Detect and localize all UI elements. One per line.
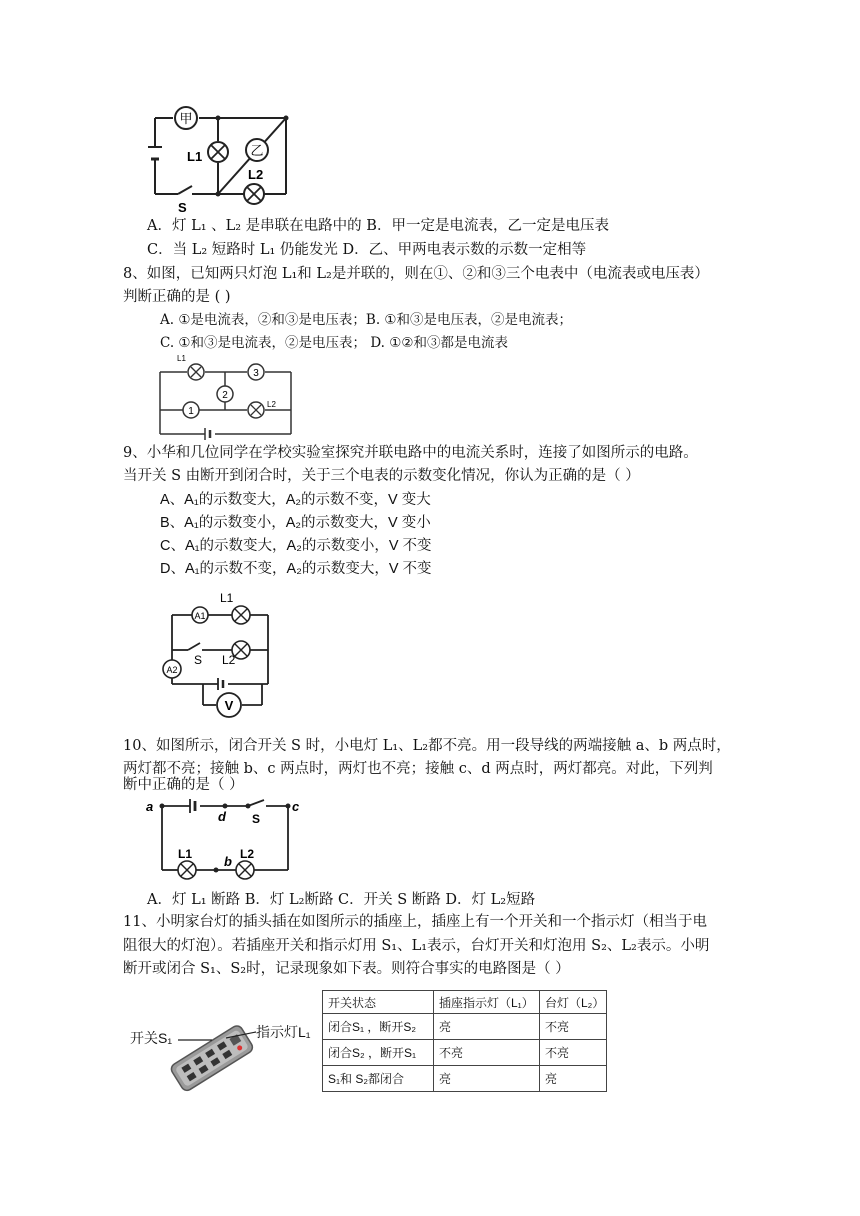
table-header-row (323, 991, 607, 1014)
q8-meter3-label: 3 (253, 368, 259, 379)
table-cell: 闭合S₂ ，断开S₁ (323, 1040, 434, 1066)
q7-switch-label: S (178, 200, 187, 215)
q10-stem-line3: 断中正确的是（ ） (123, 777, 244, 793)
table-cell: 不亮 (540, 1014, 607, 1040)
q7-lamp2-label: L2 (248, 167, 264, 182)
table-cell: 闭合S₁ ，断开S₂ (323, 1014, 434, 1040)
table-cell: 亮 (434, 1014, 540, 1040)
table-cell: 亮 (540, 1066, 607, 1092)
q8-options-line1: A. ①是电流表，②和③是电压表；B. ①和③是电压表，②是电流表； (160, 312, 573, 328)
q9-lamp2-label: L2 (222, 653, 236, 667)
table-row (323, 1066, 607, 1092)
q10-stem-line1: 10、如图所示，闭合开关 S 时，小电灯 L₁、L₂都不亮。用一段导线的两端接触 a、b 两点时， (123, 738, 731, 754)
plug-lamp-label: 指示灯L₁ (256, 1024, 311, 1040)
table-cell: 亮 (434, 1066, 540, 1092)
q7-lamp1-label: L1 (187, 149, 203, 164)
q8-options-line2: C. ①和③是电流表，②是电压表； D. ①②和③都是电流表 (160, 335, 508, 351)
q8-circuit-diagram (155, 352, 295, 444)
q10-lamp1-label: L1 (178, 847, 193, 861)
q9-stem-line1: 9、小华和几位同学在学校实验室探究并联电路中的电流关系时，连接了如图所示的电路。 (123, 445, 698, 461)
q9-circuit-diagram (158, 588, 276, 722)
q8-lamp1-label: L1 (177, 354, 186, 363)
q8-meter2-label: 2 (222, 390, 228, 401)
q11-stem-line2: 阻很大的灯泡）。若插座开关和指示灯用 S₁、L₁表示，台灯开关和灯泡用 S₂、L₂表示。小明 (123, 938, 710, 954)
q9-stem-line2: 当开关 S 由断开到闭合时，关于三个电表的示数变化情况，你认为正确的是（ ） (123, 468, 640, 484)
q11-stem-line3: 断开或闭合 S₁、S₂时，记录现象如下表。则符合事实的电路图是（ ） (123, 961, 570, 977)
q11-stem-line1: 11、小明家台灯的插头插在如图所示的插座上，插座上有一个开关和一个指示灯（相当于电 (123, 914, 707, 930)
q10-circuit-diagram (140, 796, 300, 886)
q7-circuit-diagram (140, 100, 300, 215)
q9-v-label: V (224, 698, 234, 713)
plug-switch-label: 开关S₁ (130, 1030, 173, 1046)
q10-point-b: b (224, 854, 232, 869)
q9-option-b: B、A₁的示数变小，A₂的示数变大，V 变小 (160, 515, 431, 531)
q7-options-line2: C．当 L₂ 短路时 L₁ 仍能发光 D．乙、甲两电表示数的示数一定相等 (147, 242, 587, 258)
q8-meter1-label: 1 (188, 406, 194, 417)
q9-option-c: C、A₁的示数变大，A₂的示数变小，V 不变 (160, 538, 432, 554)
table-header-cell: 插座指示灯（L₁） (434, 991, 540, 1014)
table-cell: 不亮 (434, 1040, 540, 1066)
switch-state-table (322, 990, 607, 1092)
q8-stem-line2: 判断正确的是 ( ) (123, 289, 231, 305)
q10-point-c: c (292, 799, 300, 814)
q9-switch-label: S (194, 653, 203, 667)
plug-switch-pointer (176, 1030, 216, 1050)
table-header-cell: 开关状态 (323, 991, 434, 1014)
plug-lamp-pointer (224, 1026, 258, 1042)
q10-point-d: d (218, 809, 226, 824)
q9-option-d: D、A₁的示数不变，A₂的示数变大，V 不变 (160, 561, 432, 577)
q7-options-line1: A．灯 L₁ 、L₂ 是串联在电路中的 B．甲一定是电流表，乙一定是电压表 (147, 218, 609, 234)
q9-lamp1-label: L1 (220, 591, 234, 605)
q10-stem-line2: 两灯都不亮；接触 b、c 两点时，两灯也不亮；接触 c、d 两点时，两灯都亮。对此，下列判 (123, 761, 713, 777)
q8-lamp2-label: L2 (267, 400, 276, 409)
q10-options-line: A．灯 L₁ 断路 B．灯 L₂断路 C．开关 S 断路 D．灯 L₂短路 (147, 892, 536, 908)
q10-switch-label: S (252, 812, 261, 826)
q9-option-a: A、A₁的示数变大，A₂的示数不变，V 变大 (160, 492, 431, 508)
table-cell: 不亮 (540, 1040, 607, 1066)
q10-lamp2-label: L2 (240, 847, 255, 861)
q9-a1-label: A1 (194, 611, 206, 621)
table-row (323, 1014, 607, 1040)
table-row (323, 1040, 607, 1066)
q7-meter-yi-label: 乙 (250, 143, 264, 158)
q7-meter-jia-label: 甲 (179, 111, 193, 126)
table-cell: S₁和 S₂都闭合 (323, 1066, 434, 1092)
table-header-cell: 台灯（L₂） (540, 991, 607, 1014)
q8-stem-line1: 8、如图，已知两只灯泡 L₁和 L₂是并联的，则在①、②和③三个电表中（电流表或电压表） (123, 266, 709, 282)
q9-a2-label: A2 (166, 665, 178, 675)
q10-point-a: a (146, 799, 154, 814)
